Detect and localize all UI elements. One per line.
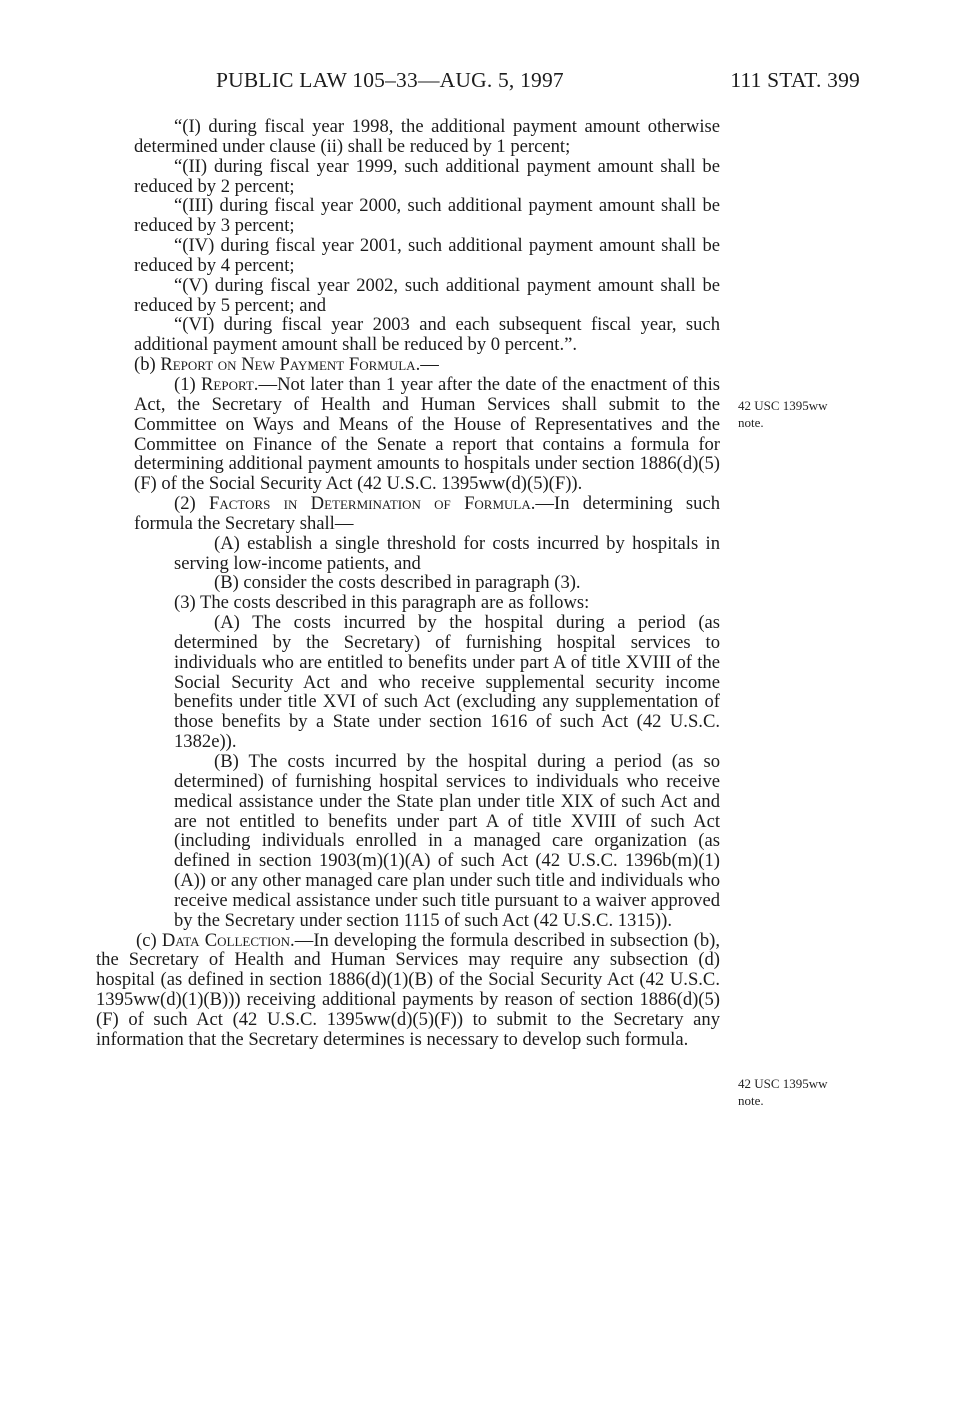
subparagraph-b2-b: (B) consider the costs described in paragraph (3). [214,572,581,594]
subparagraph-b3-a: (A) The costs incurred by the hospital during a period (as determined by the Secretary) of furnishing hospital services to individuals who are entitled to benefits under part A of title XVIII of the Social Security Act and who receive supplemental security income benefits under title XVI of such Act (excluding any supplementation of those benefits by a State under section 1616 of such Act (42 U.S.C. 1382e)). [174,612,720,753]
clause-i: “(I) during fiscal year 1998, the additional payment amount otherwise determined under clause (ii) shall be reduced by 1 percent; [134,116,720,157]
subparagraph-b3-b: (B) The costs incurred by the hospital during a period (as so determined) of furnishing hospital services to individuals who receive medical assistance under the State plan under title XIX of such Act and are not entitled to benefits under part A of title XVIII of such Act (including individuals enrolled in a managed care organization (as defined in section 1903(m)(1)(A) of such Act (42 U.S.C. 1396b(m)(1)(A)) or any other managed care plan under such title and individuals who receive medical assistance under such title pursuant to a waiver approved by the Secretary under section 1115 of such Act (42 U.S.C. 1315)). [174,751,720,931]
statute-page-number: 111 STAT. 399 [730,68,860,92]
margin-note-usc: 42 USC 1395ww note. [738,398,828,430]
paragraph-b2: (2) Factors in Determination of Formula.—In determining such formula the Secretary shall— [134,493,720,534]
subparagraph-b2-a: (A) establish a single threshold for costs incurred by hospitals in serving low-income patients, and [174,532,720,574]
subsection-b-title: Report on New Payment Formula. [160,354,421,376]
clause-v: “(V) during fiscal year 2002, such additional payment amount shall be reduced by 5 percent; and [134,274,720,316]
clause-vi: “(VI) during fiscal year 2003 and each subsequent fiscal year, such additional payment amount shall be reduced by 0 percent.”. [134,314,720,356]
page-header [0,64,960,98]
document-body [96,117,720,1050]
public-law-citation: PUBLIC LAW 105–33—AUG. 5, 1997 [216,68,564,92]
subsection-c: (c) Data Collection.—In developing the formula described in subsection (b), the Secretary of Health and Human Services may require any subsection (d) hospital (as defined in section 1886(d)(1)(B) of the Social Security Act (42 U.S.C. 1395ww(d)(1)(B))) receiving additional payments by reason of section 1886(d)(5)(F) of such Act (42 U.S.C. 1395ww(d)(5)(F)) to submit to the Secretary any information that the Secretary determines is necessary to develop such formula. [96,929,720,1050]
clause-iii: “(III) during fiscal year 2000, such additional payment amount shall be reduced by 3 percent; [134,195,720,237]
paragraph-b1-heading: Report. [201,373,259,395]
clause-ii: “(II) during fiscal year 1999, such additional payment amount shall be reduced by 2 percent; [134,155,720,197]
clause-iv: “(IV) during fiscal year 2001, such additional payment amount shall be reduced by 4 percent; [134,235,720,276]
margin-note-usc: 42 USC 1395ww note. [738,1076,828,1108]
paragraph-b1: (1) Report.—Not later than 1 year after the date of the enactment of this Act, the Secretary of Health and Human Services shall submit to the Committee on Ways and Means of the House of Representatives and the Committee on Finance of the Senate a report that contains a formula for determining additional payment amounts to hospitals under section 1886(d)(5)(F) of the Social Security Act (42 U.S.C. 1395ww(d)(5)(F)). [134,373,720,495]
paragraph-b3: (3) The costs described in this paragraph are as follows: [174,592,590,614]
subsection-c-heading: Data Collection. [161,929,295,951]
subsection-b-heading: (b) Report on New Payment Formula.— [134,354,439,376]
paragraph-b2-heading: Factors in Determination of Formula. [208,493,536,515]
